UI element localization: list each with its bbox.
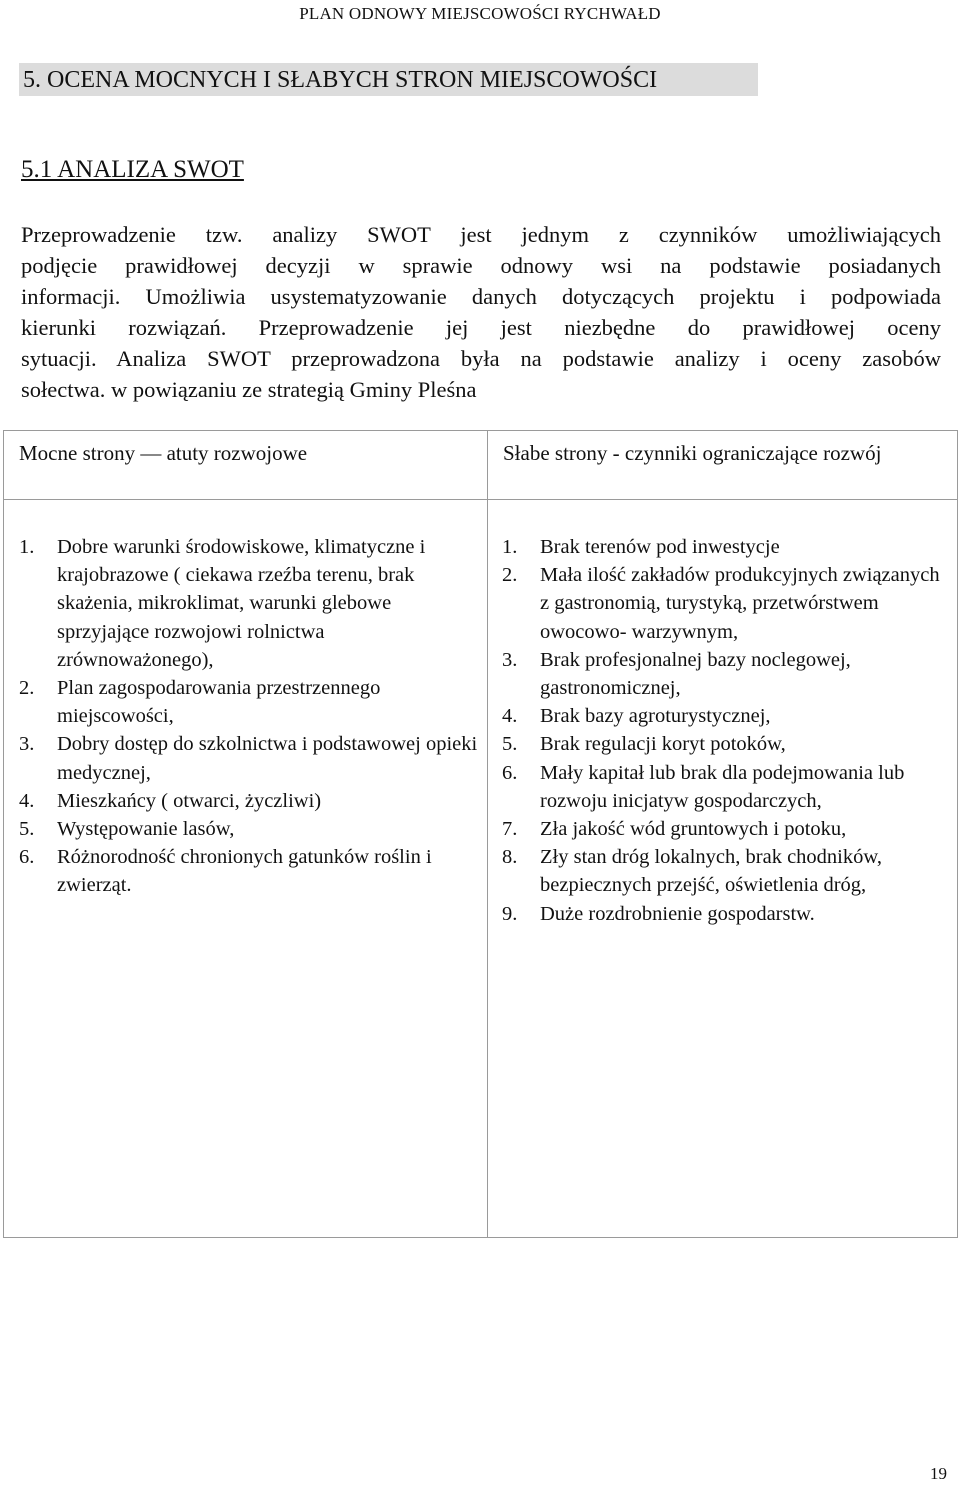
list-item-number: 6. xyxy=(19,846,35,869)
list-item-number: 1. xyxy=(502,536,518,558)
weaknesses-list xyxy=(502,533,951,928)
list-item xyxy=(19,674,481,730)
list-item xyxy=(19,843,481,899)
list-item xyxy=(502,730,951,758)
strengths-header-cell xyxy=(4,431,487,500)
list-item xyxy=(502,900,951,928)
list-item-text: Dobre warunki środowiskowe, klimatyczne i krajobrazowe ( ciekawa rzeźba terenu, brak skażenia, mikroklimat, warunki glebowe sprzyjające rozwojowi rolnictwa zrównoważonego), xyxy=(57,536,426,671)
list-item-number: 9. xyxy=(502,902,518,925)
weaknesses-column xyxy=(488,431,957,1237)
list-item-text: Brak terenów pod inwestycje xyxy=(540,536,780,558)
list-item-text: Różnorodność chronionych gatunków roślin i zwierząt. xyxy=(57,846,432,897)
intro-line: Przeprowadzenie tzw. analizy SWOT jest jednym z czynników umożliwiających xyxy=(21,222,941,247)
list-item-number: 8. xyxy=(502,846,518,869)
intro-line: informacji. Umożliwia usystematyzowanie danych dotyczących projektu i podpowiada xyxy=(21,284,941,309)
list-item xyxy=(19,787,481,815)
list-item-number: 3. xyxy=(19,733,35,756)
list-item xyxy=(19,533,481,674)
section-title-text: 5.1 ANALIZA SWOT xyxy=(21,156,244,183)
list-item-text: Zła jakość wód gruntowych i potoku, xyxy=(540,818,847,841)
list-item-text: Brak profesjonalnej bazy noclegowej, gastronomicznej, xyxy=(540,648,851,700)
list-item-number: 4. xyxy=(502,705,518,728)
list-item-number: 1. xyxy=(19,536,35,558)
intro-line: kierunki rozwiązań. Przeprowadzenie jej jest niezbędne do prawidłowej oceny xyxy=(21,315,941,340)
running-header: PLAN ODNOWY MIEJSCOWOŚCI RYCHWAŁD xyxy=(299,4,661,23)
weaknesses-heading: Słabe strony - czynniki ograniczające rozwój xyxy=(503,441,882,465)
list-item-text: Brak bazy agroturystycznej, xyxy=(540,705,771,728)
list-item-text: Duże rozdrobnienie gospodarstw. xyxy=(540,902,815,925)
list-item-text: Mała ilość zakładów produkcyjnych związanych z gastronomią, turystyką, przetwórstwem owocowo- warzywnym, xyxy=(540,564,940,643)
list-item xyxy=(502,843,951,899)
page-number: 19 xyxy=(930,1464,947,1483)
strengths-list xyxy=(19,533,481,900)
list-item-text: Plan zagospodarowania przestrzennego miejscowości, xyxy=(57,677,381,728)
list-item xyxy=(19,730,481,786)
list-item-number: 3. xyxy=(502,648,518,671)
intro-paragraph xyxy=(21,219,941,405)
list-item xyxy=(502,815,951,843)
list-item xyxy=(502,759,951,815)
list-item-number: 5. xyxy=(502,733,518,756)
intro-line: podjęcie prawidłowej decyzji w sprawie odnowy wsi na podstawie posiadanych xyxy=(21,253,941,278)
list-item-text: Zły stan dróg lokalnych, brak chodników, bezpiecznych przejść, oświetlenia dróg, xyxy=(540,846,882,897)
weaknesses-header-cell xyxy=(488,431,957,500)
list-item xyxy=(502,702,951,730)
list-item-text: Dobry dostęp do szkolnictwa i podstawowej opieki medycznej, xyxy=(57,733,478,784)
section-title xyxy=(21,156,244,184)
list-item xyxy=(502,561,951,646)
list-item xyxy=(502,533,951,561)
list-item xyxy=(502,646,951,702)
intro-line: sołectwa. w powiązaniu ze strategią Gminy Pleśna xyxy=(21,377,477,402)
list-item-number: 5. xyxy=(19,818,35,841)
list-item-number: 2. xyxy=(19,677,35,700)
chapter-title: 5. OCENA MOCNYCH I SŁABYCH STRON MIEJSCOWOŚCI xyxy=(19,63,758,96)
list-item-text: Brak regulacji koryt potoków, xyxy=(540,733,786,756)
list-item-text: Mały kapitał lub brak dla podejmowania lub rozwoju inicjatyw gospodarczych, xyxy=(540,761,905,812)
swot-table xyxy=(3,430,958,1238)
list-item-number: 2. xyxy=(502,564,518,587)
strengths-column xyxy=(4,431,488,1237)
list-item-text: Mieszkańcy ( otwarci, życzliwi) xyxy=(57,789,322,812)
list-item-number: 7. xyxy=(502,818,518,841)
list-item-number: 4. xyxy=(19,789,35,812)
strengths-heading: Mocne strony — atuty rozwojowe xyxy=(19,441,308,465)
list-item-number: 6. xyxy=(502,761,518,784)
intro-line: sytuacji. Analiza SWOT przeprowadzona była na podstawie analizy i oceny zasobów xyxy=(21,346,941,371)
list-item xyxy=(19,815,481,843)
list-item-text: Występowanie lasów, xyxy=(57,818,235,841)
